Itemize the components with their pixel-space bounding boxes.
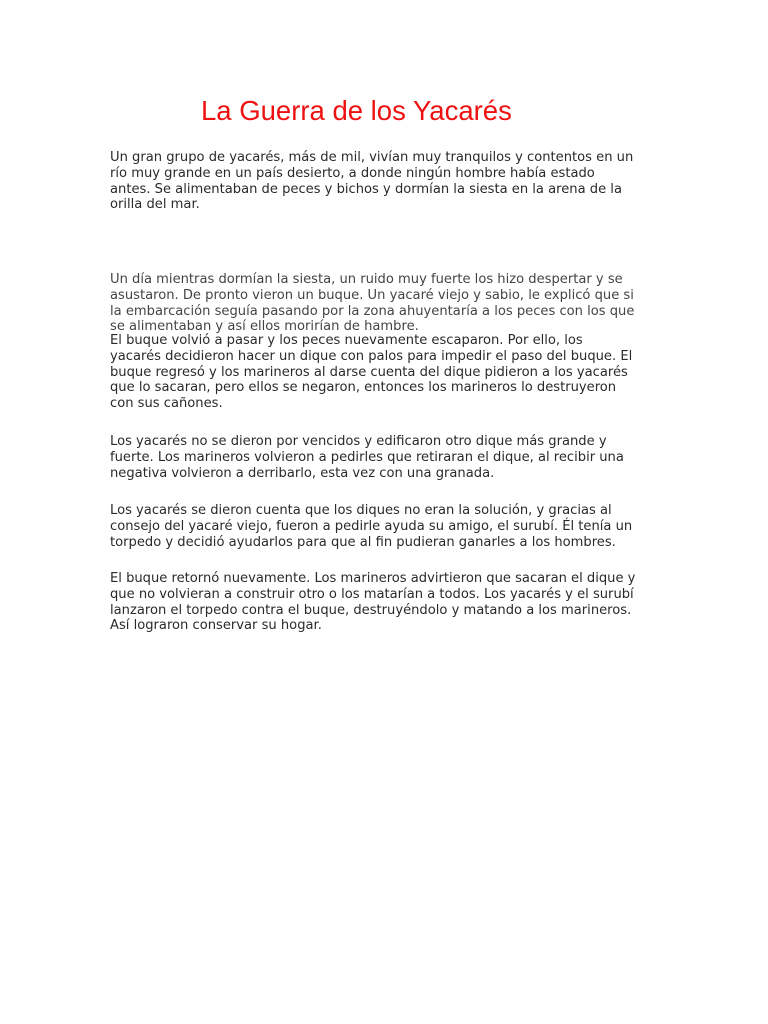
paragraph-4: Los yacarés no se dieron por vencidos y edificaron otro dique más grande y fuerte. Los marineros volvieron a pedirles que retiraran el dique, al recibir una negativa volvieron a derribarlo, esta vez con una granada.	[110, 434, 624, 481]
paragraph-6: El buque retornó nuevamente. Los marineros advirtieron que sacaran el dique y que no volvieran a construir otro o los matarían a todos. Los yacarés y el surubí lanzaron el torpedo contra el buque, destruyéndolo y matando a los marineros. Así lograron conservar su hogar.	[110, 571, 636, 634]
paragraph-2: Un día mientras dormían la siesta, un ruido muy fuerte los hizo despertar y se asustaron. De pronto vieron un buque. Un yacaré viejo y sabio, le explicó que si la embarcación seguía pasando por la zona ahuyentaría a los peces con los que se alimentaban y así ellos morirían de hambre.	[110, 272, 635, 335]
paragraph-3: El buque volvió a pasar y los peces nuevamente escaparon. Por ello, los yacarés decidieron hacer un dique con palos para impedir el paso del buque. El buque regresó y los marineros al darse cuenta del dique pidieron a los yacarés que lo sacaran, pero ellos se negaron, entonces los marineros lo destruyeron con sus cañones.	[110, 333, 633, 412]
paragraph-1: Un gran grupo de yacarés, más de mil, vivían muy tranquilos y contentos en un río muy grande en un país desierto, a donde ningún hombre había estado antes. Se alimentaban de peces y bichos y dormían la siesta en la arena de la orilla del mar.	[110, 150, 634, 213]
document-title: La Guerra de los Yacarés	[201, 95, 512, 126]
paragraph-5: Los yacarés se dieron cuenta que los diques no eran la solución, y gracias al consejo del yacaré viejo, fueron a pedirle ayuda su amigo, el surubí. Él tenía un torpedo y decidió ayudarlos para que al fin pudieran ganarles a los hombres.	[110, 503, 633, 550]
